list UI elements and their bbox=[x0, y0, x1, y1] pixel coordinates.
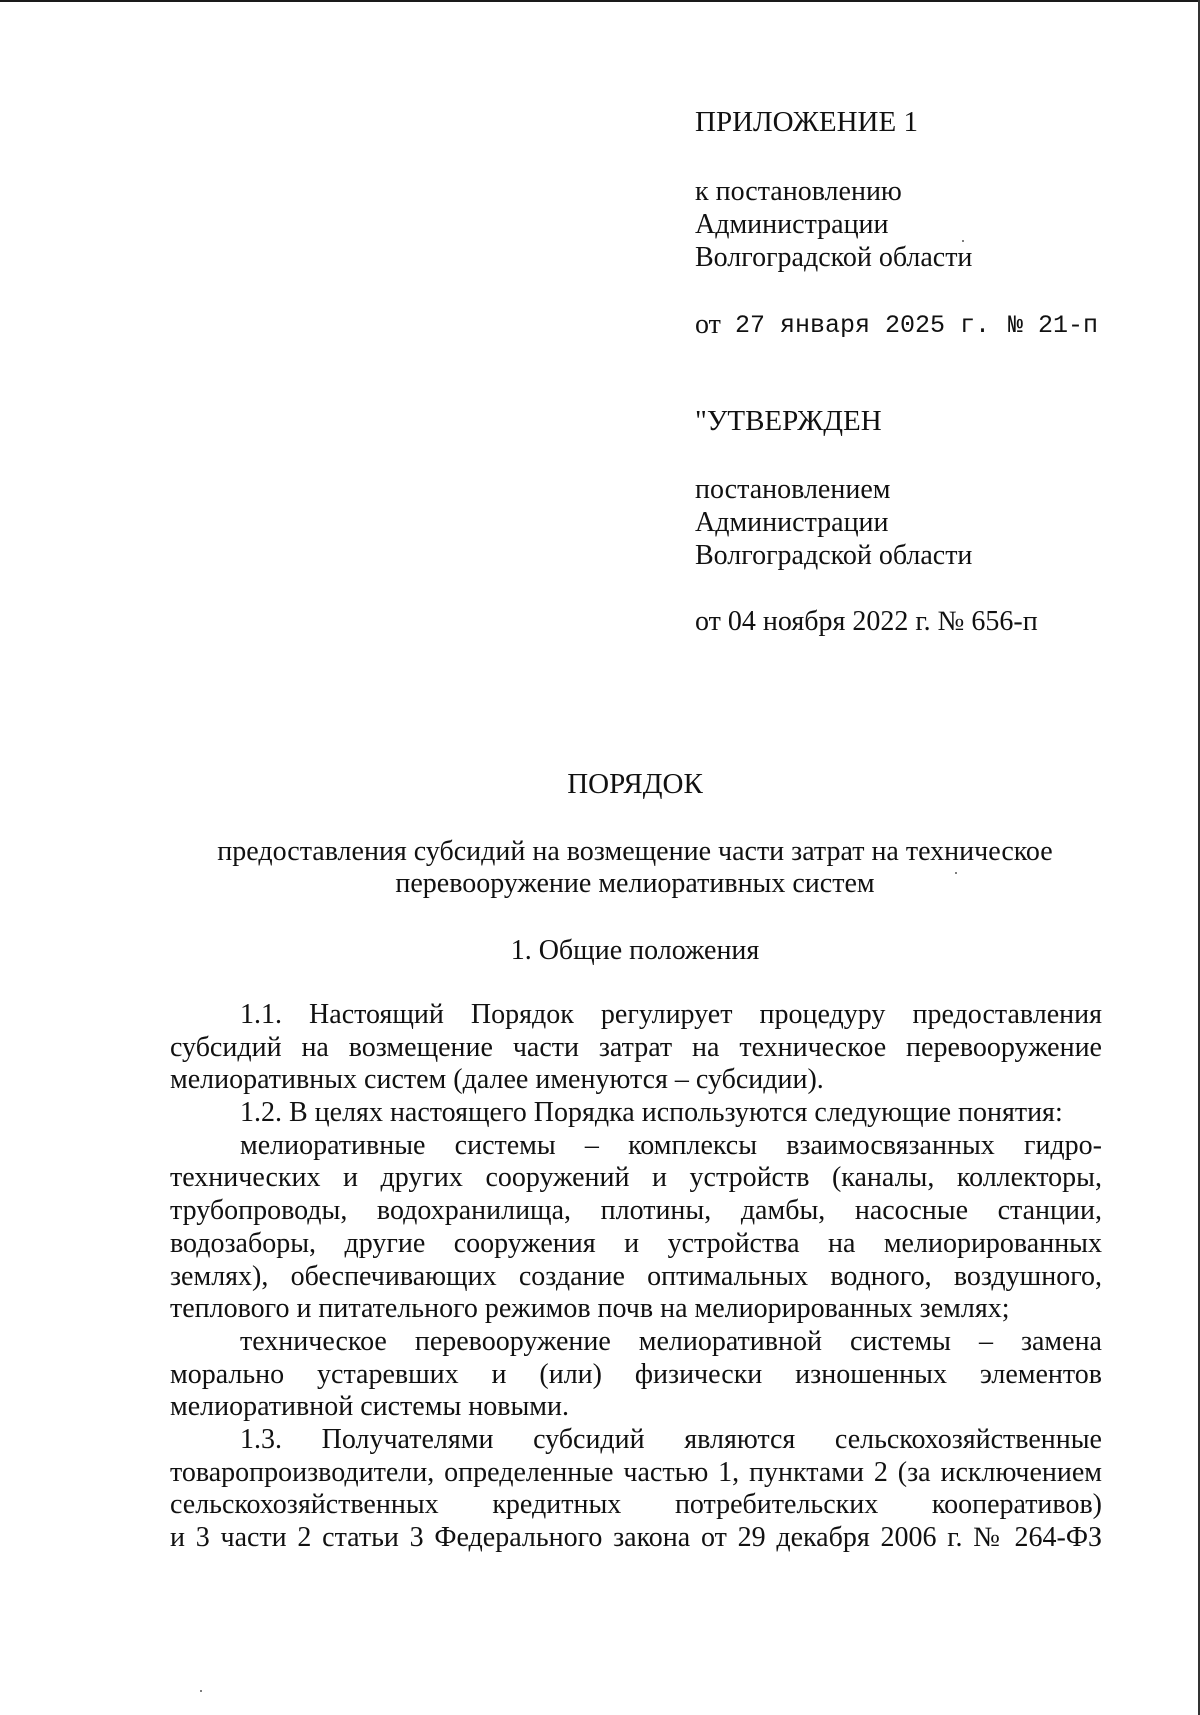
appendix-date-prefix: от bbox=[695, 309, 721, 340]
appendix-line-3: Волгоградской области bbox=[695, 242, 973, 273]
appendix-line-2: Администрации bbox=[695, 209, 889, 240]
paragraph-line: водозаборы, другие сооружения и устройства на мелиорированных bbox=[170, 1227, 1102, 1259]
scan-speck bbox=[200, 1690, 202, 1692]
paragraph-1-3 bbox=[170, 1424, 1102, 1555]
paragraph-line: мелиоративных систем (далее именуются – субсидии). bbox=[170, 1064, 824, 1096]
appendix-date: 27 января 2025 г. bbox=[735, 311, 991, 340]
paragraph-line: техническое перевооружение мелиоративной системы – замена bbox=[240, 1325, 1102, 1357]
approved-title: "УТВЕРЖДЕН bbox=[695, 405, 882, 437]
paragraph-line: землях), обеспечивающих создание оптимальных водного, воздушного, bbox=[170, 1260, 1102, 1292]
appendix-number: № 21-п bbox=[1008, 311, 1099, 340]
paragraph-1-2 bbox=[170, 1097, 1102, 1130]
section-body bbox=[170, 999, 1102, 1555]
paragraph-line: трубопроводы, водохранилища, плотины, дамбы, насосные станции, bbox=[170, 1195, 1102, 1227]
paragraph-line: мелиоративной системы новыми. bbox=[170, 1391, 569, 1423]
approved-date-line: от 04 ноября 2022 г. № 656-п bbox=[695, 606, 1038, 637]
approved-line-1: постановлением bbox=[695, 474, 891, 505]
paragraph-technical-rearmament-definition bbox=[170, 1326, 1102, 1424]
appendix-title: ПРИЛОЖЕНИЕ 1 bbox=[695, 106, 918, 138]
paragraph-line: субсидий на возмещение части затрат на техническое перевооружение bbox=[170, 1031, 1102, 1063]
scan-edge-top bbox=[0, 0, 1200, 2]
paragraph-line: сельскохозяйственных кредитных потребительских кооперативов) bbox=[170, 1489, 1102, 1521]
paragraph-line: мелиоративные системы – комплексы взаимосвязанных гидро- bbox=[240, 1129, 1102, 1161]
section-title: 1. Общие положения bbox=[510, 935, 760, 966]
paragraph-line: 1.3. Получателями субсидий являются сельскохозяйственные bbox=[240, 1423, 1102, 1455]
paragraph-line: 1.2. В целях настоящего Порядка используются следующие понятия: bbox=[240, 1097, 1063, 1129]
approved-line-3: Волгоградской области bbox=[695, 540, 973, 571]
paragraph-line: и 3 части 2 статьи 3 Федерального закона от 29 декабря 2006 г. № 264-ФЗ bbox=[170, 1522, 1102, 1553]
paragraph-line: технических и других сооружений и устройств (каналы, коллекторы, bbox=[170, 1162, 1102, 1194]
paragraph-line: 1.1. Настоящий Порядок регулирует процедуру предоставления bbox=[240, 999, 1102, 1030]
paragraph-line: морально устаревших и (или) физически изношенных элементов bbox=[170, 1358, 1102, 1390]
paragraph-melioration-definition bbox=[170, 1130, 1102, 1326]
document-title: ПОРЯДОК bbox=[567, 768, 703, 800]
document-subtitle-line-2: перевооружение мелиоративных систем bbox=[395, 868, 875, 899]
appendix-line-1: к постановлению bbox=[695, 176, 902, 207]
document-subtitle-line-1: предоставления субсидий на возмещение части затрат на техническое bbox=[217, 836, 1053, 867]
approved-line-2: Администрации bbox=[695, 507, 889, 538]
paragraph-line: товаропроизводители, определенные частью 1, пунктами 2 (за исключением bbox=[170, 1456, 1102, 1488]
paragraph-1-1 bbox=[170, 999, 1102, 1097]
paragraph-line: теплового и питательного режимов почв на мелиорированных землях; bbox=[170, 1293, 1010, 1325]
